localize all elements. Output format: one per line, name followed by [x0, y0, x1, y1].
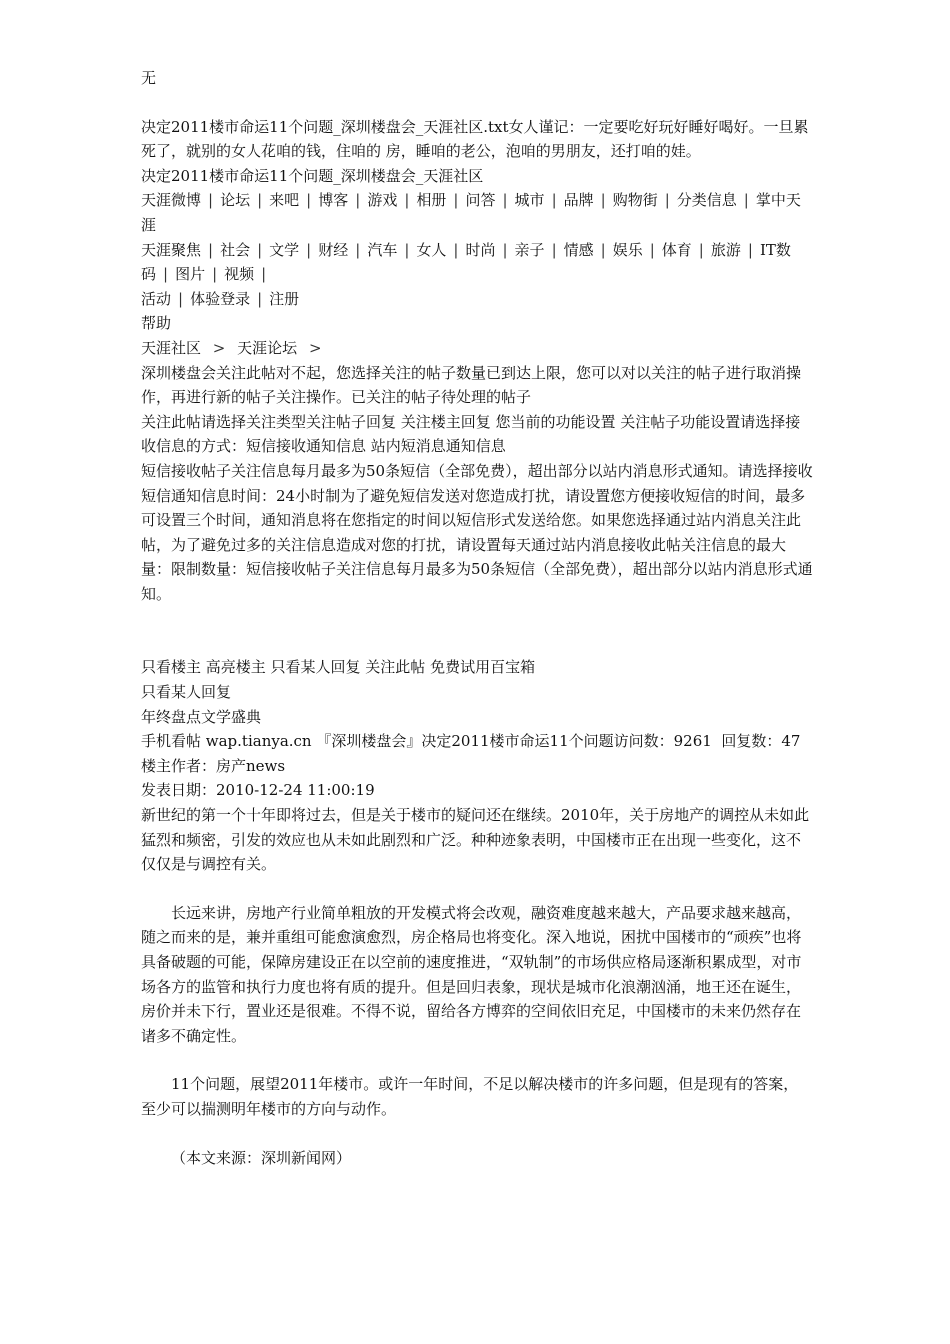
nav-separator: | — [257, 191, 263, 210]
nav-link[interactable]: 相册 — [416, 191, 447, 210]
paragraph: 长远来讲，房地产行业简单粗放的开发模式将会改观，融资难度越来越大，产品要求越来越高，随之而来的是，兼并重组可能愈演愈烈，房企格局也将变化。深入地说，困扰中国楼市的“顽疾”也将具备破题的可能，保障房建设正在以空前的速度推进，“双轨制”的市场供应格局逐渐积累成型，对市场各方的监管和执行力度也将有质的提升。但是回归表象，现状是城市化浪潮汹涌，地王还在诞生，房价并未下行，置业还是很难。不得不说，留给各方博弈的空间依旧充足，中国楼市的未来仍然存在诸多不确定性。 — [141, 903, 802, 1045]
nav-link[interactable]: 注册 — [269, 289, 300, 308]
paragraph: 新世纪的第一个十年即将过去，但是关于楼市的疑问还在继续。2010年，关于房地产的调控从未如此猛烈和频密，引发的效应也从未如此剧烈和广泛。种种迹象表明，中国楼市正在出现一些变化，这不仅仅是与调控有关。 — [141, 806, 810, 874]
chevron-right-icon: > — [212, 338, 226, 357]
nav-link[interactable]: 视频 — [224, 265, 255, 284]
nav-separator: | — [600, 240, 606, 259]
nav-separator: | — [551, 240, 557, 259]
nav-link[interactable]: 娱乐 — [612, 240, 643, 259]
nav-separator: | — [453, 191, 459, 210]
post-tools[interactable]: 只看楼主 高亮楼主 只看某人回复 关注此帖 免费试用百宝箱 — [141, 658, 536, 677]
title-line: 决定2011楼市命运11个问题_深圳楼盘会_天涯社区.txt女人谨记：一定要吃好玩好睡好喝好。一旦累死了，就别的女人花咱的钱，住咱的 房，睡咱的老公，泡咱的男朋友，还打咱的娃。 — [141, 117, 809, 161]
nav-link[interactable]: 天涯微博 — [141, 191, 202, 210]
nav-separator: | — [257, 289, 263, 308]
top-char: 无 — [141, 69, 157, 87]
breadcrumb — [141, 336, 813, 361]
nav-link[interactable]: 文学 — [269, 240, 300, 259]
nav-link[interactable]: 汽车 — [367, 240, 398, 259]
nav-separator: | — [502, 191, 508, 210]
nav-separator: | — [698, 240, 704, 259]
only-reply-link[interactable]: 只看某人回复 — [141, 683, 232, 702]
nav-link[interactable]: 论坛 — [220, 191, 251, 210]
nav-link[interactable]: 图片 — [175, 265, 206, 284]
nav-separator: | — [208, 240, 214, 259]
nav-link[interactable]: 游戏 — [367, 191, 398, 210]
nav-separator: | — [261, 265, 267, 284]
follow-options: 关注此帖请选择关注类型关注帖子回复 关注楼主回复 您当前的功能设置 关注帖子功能设置请选择接收信息的方式：短信接收通知信息 站内短消息通知信息 — [141, 412, 801, 456]
nav-link[interactable]: 活动 — [141, 289, 172, 308]
follow-text: 深圳楼盘会关注此帖对不起，您选择关注的帖子数量已到达上限，您可以对以关注的帖子进行取消操作，再进行新的帖子关注操作。已关注的帖子待处理的帖子 — [141, 363, 802, 407]
nav-link[interactable]: 女人 — [416, 240, 447, 259]
nav-separator: | — [208, 191, 214, 210]
nav-link[interactable]: 购物街 — [612, 191, 658, 210]
nav-separator: | — [743, 191, 749, 210]
nav-separator: | — [649, 240, 655, 259]
nav-link[interactable]: 亲子 — [514, 240, 545, 259]
nav-link[interactable]: 社会 — [220, 240, 251, 259]
nav-link[interactable]: 问答 — [465, 191, 496, 210]
nav-separator: | — [163, 265, 169, 284]
sms-text: 短信接收帖子关注信息每月最多为50条短信（全部免费），超出部分以站内消息形式通知。请选择接收短信通知信息时间：24小时制为了避免短信发送对您造成打扰，请设置您方便接收短信的时间，最多可设置三个时间，通知消息将在您指定的时间以短信形式发送给您。如果您选择通过站内消息关注此帖，为了避免过多的关注信息造成对您的打扰，请设置每天通过站内消息接收此帖关注信息的最大量：限制数量：短信接收帖子关注信息每月最多为50条短信（全部免费），超出部分以站内消息形式通知。 — [141, 461, 813, 603]
nav-separator: | — [747, 240, 753, 259]
nav-link[interactable]: 时尚 — [465, 240, 496, 259]
nav-link[interactable]: 财经 — [318, 240, 349, 259]
nav-link[interactable]: 体验登录 — [190, 289, 251, 308]
year-end-link[interactable]: 年终盘点文学盛典 — [141, 707, 262, 726]
nav-link[interactable]: 掌中天涯 — [141, 191, 801, 234]
nav-link[interactable]: 来吧 — [269, 191, 300, 210]
nav-separator: | — [551, 191, 557, 210]
help-link[interactable]: 帮助 — [141, 314, 172, 333]
nav-separator: | — [212, 265, 218, 284]
breadcrumb-item[interactable]: 天涯社区 — [141, 338, 202, 357]
nav-separator: | — [502, 240, 508, 259]
nav-channels — [141, 238, 813, 287]
nav-separator: | — [600, 191, 606, 210]
nav-separator: | — [306, 240, 312, 259]
post-date: 发表日期：2010-12-24 11:00:19 — [141, 781, 375, 800]
nav-separator: | — [306, 191, 312, 210]
nav-separator: | — [404, 191, 410, 210]
post-meta: 手机看帖 wap.tianya.cn 『深圳楼盘会』决定2011楼市命运11个问题访问数：9261 回复数：47 楼主作者：房产news — [141, 732, 820, 775]
nav-link[interactable]: 天涯聚焦 — [141, 240, 202, 259]
nav-link[interactable]: 体育 — [661, 240, 692, 259]
nav-separator: | — [355, 191, 361, 210]
source-note: （本文来源：深圳新闻网） — [171, 1148, 352, 1167]
nav-link[interactable]: 旅游 — [710, 240, 741, 259]
breadcrumb-item[interactable]: 天涯论坛 — [237, 338, 298, 357]
nav-separator: | — [355, 240, 361, 259]
nav-link[interactable]: 博客 — [318, 191, 349, 210]
nav-separator: | — [404, 240, 410, 259]
page-title: 决定2011楼市命运11个问题_深圳楼盘会_天涯社区 — [141, 166, 484, 185]
nav-link[interactable]: IT数码 — [141, 240, 791, 284]
chevron-right-icon: > — [308, 338, 322, 357]
nav-main — [141, 188, 813, 237]
nav-account — [141, 287, 813, 312]
paragraph: 11个问题，展望2011年楼市。或许一年时间，不足以解决楼市的许多问题，但是现有的答案，至少可以揣测明年楼市的方向与动作。 — [141, 1075, 799, 1118]
nav-link[interactable]: 城市 — [514, 191, 545, 210]
nav-separator: | — [257, 240, 263, 259]
nav-link[interactable]: 情感 — [563, 240, 594, 259]
nav-separator: | — [178, 289, 184, 308]
document-page — [141, 66, 820, 1170]
nav-separator: | — [664, 191, 670, 210]
nav-separator: | — [453, 240, 459, 259]
nav-link[interactable]: 分类信息 — [676, 191, 737, 210]
nav-link[interactable]: 品牌 — [563, 191, 594, 210]
